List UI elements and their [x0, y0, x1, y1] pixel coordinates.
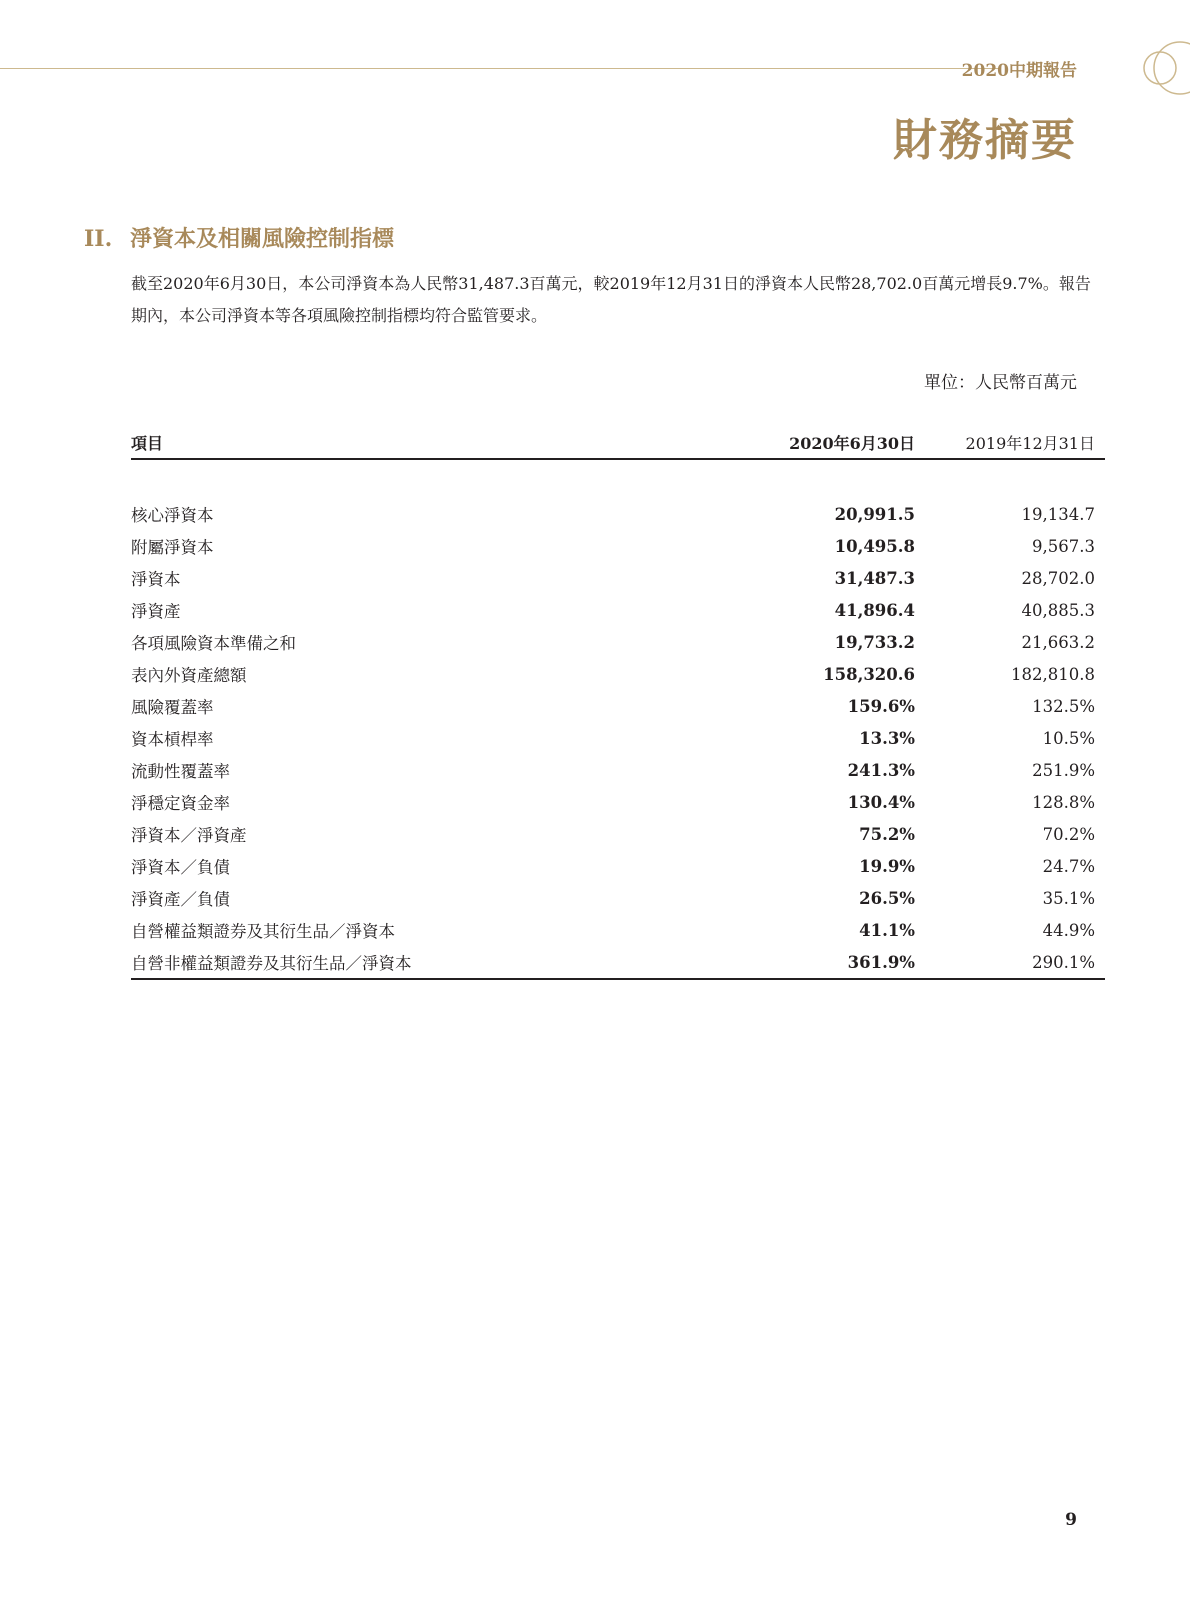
row-current: 159.6% — [847, 696, 915, 716]
row-current: 241.3% — [847, 760, 915, 780]
row-prior: 35.1% — [1042, 888, 1095, 908]
column-header-current: 2020年6月30日 — [789, 434, 915, 453]
column-header-item: 項目 — [131, 434, 164, 453]
row-item: 淨資產／負債 — [131, 890, 230, 909]
row-item: 表內外資產總額 — [131, 666, 247, 685]
row-current: 19,733.2 — [834, 632, 915, 652]
header-rule — [0, 68, 1000, 69]
row-item: 流動性覆蓋率 — [131, 762, 230, 781]
row-current: 75.2% — [859, 824, 915, 844]
table-row — [131, 626, 1105, 658]
row-current: 13.3% — [859, 728, 915, 748]
row-item: 核心淨資本 — [131, 506, 214, 525]
capital-indicators-table — [131, 428, 1105, 980]
table-row — [131, 850, 1105, 882]
table-row — [131, 946, 1105, 978]
row-prior: 10.5% — [1042, 728, 1095, 748]
row-prior: 251.9% — [1032, 760, 1095, 780]
table-row — [131, 722, 1105, 754]
row-item: 附屬淨資本 — [131, 538, 214, 557]
row-prior: 24.7% — [1042, 856, 1095, 876]
row-item: 自營權益類證券及其衍生品／淨資本 — [131, 922, 395, 941]
row-current: 20,991.5 — [834, 504, 915, 524]
row-current: 10,495.8 — [834, 536, 915, 556]
table-row — [131, 754, 1105, 786]
row-item: 自營非權益類證券及其衍生品／淨資本 — [131, 954, 412, 973]
section-title: 淨資本及相關風險控制指標 — [130, 226, 395, 252]
section-number: II. — [84, 226, 113, 252]
table-row — [131, 690, 1105, 722]
row-item: 淨資本 — [131, 570, 181, 589]
unit-label: 單位：人民幣百萬元 — [924, 373, 1077, 393]
row-item: 資本槓桿率 — [131, 730, 214, 749]
row-prior: 70.2% — [1042, 824, 1095, 844]
table-row — [131, 882, 1105, 914]
table-row — [131, 914, 1105, 946]
row-current: 26.5% — [859, 888, 915, 908]
page-number: 9 — [1065, 1510, 1077, 1530]
row-item: 各項風險資本準備之和 — [131, 634, 296, 653]
row-current: 41.1% — [859, 920, 915, 940]
decorative-circles-icon — [1138, 40, 1190, 100]
row-item: 淨資產 — [131, 602, 181, 621]
row-prior: 40,885.3 — [1021, 600, 1095, 620]
row-item: 淨資本／負債 — [131, 858, 230, 877]
row-item: 淨穩定資金率 — [131, 794, 230, 813]
row-current: 130.4% — [847, 792, 915, 812]
row-item: 風險覆蓋率 — [131, 698, 214, 717]
table-row — [131, 530, 1105, 562]
table-row — [131, 786, 1105, 818]
table-header — [131, 428, 1105, 460]
report-label: 2020中期報告 — [961, 61, 1077, 81]
section-paragraph: 截至2020年6月30日，本公司淨資本為人民幣31,487.3百萬元，較2019年12月31日的淨資本人民幣28,702.0百萬元增長9.7%。報告期內，本公司淨資本等各項風險控制指標均符合監管要求。 — [131, 274, 1091, 325]
row-current: 31,487.3 — [834, 568, 915, 588]
row-current: 19.9% — [859, 856, 915, 876]
row-current: 361.9% — [847, 952, 915, 972]
row-prior: 132.5% — [1032, 696, 1095, 716]
page-title: 財務摘要 — [893, 115, 1077, 166]
row-prior: 21,663.2 — [1021, 632, 1095, 652]
table-row — [131, 818, 1105, 850]
row-item: 淨資本／淨資產 — [131, 826, 247, 845]
column-header-prior: 2019年12月31日 — [965, 434, 1095, 453]
row-prior: 182,810.8 — [1011, 664, 1095, 684]
row-prior: 44.9% — [1042, 920, 1095, 940]
table-row — [131, 658, 1105, 690]
row-current: 158,320.6 — [823, 664, 915, 684]
row-prior: 290.1% — [1032, 952, 1095, 972]
row-prior: 128.8% — [1032, 792, 1095, 812]
table-row — [131, 594, 1105, 626]
table-body — [131, 460, 1105, 980]
table-row — [131, 562, 1105, 594]
section-heading — [84, 222, 394, 253]
row-prior: 9,567.3 — [1032, 536, 1095, 556]
row-prior: 19,134.7 — [1021, 504, 1095, 524]
row-prior: 28,702.0 — [1021, 568, 1095, 588]
table-row — [131, 498, 1105, 530]
row-current: 41,896.4 — [834, 600, 915, 620]
